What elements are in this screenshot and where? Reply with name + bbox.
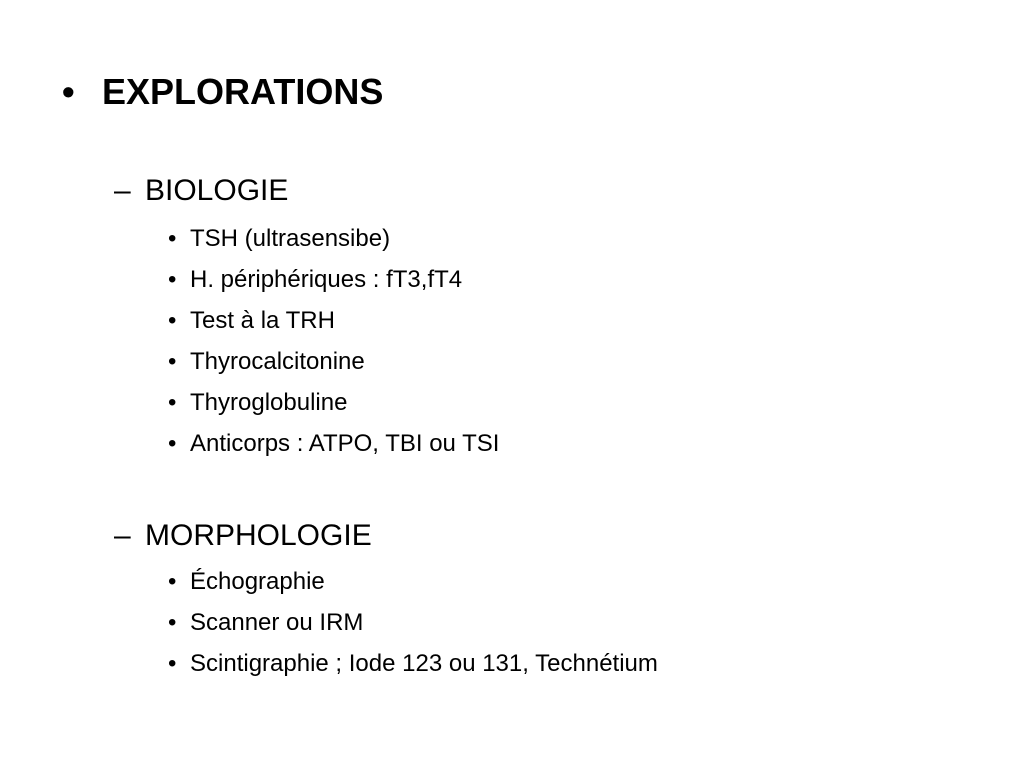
list-item	[168, 561, 658, 602]
list-item	[168, 382, 499, 423]
section-heading-text: MORPHOLOGIE	[145, 519, 372, 552]
list-item-text: Thyroglobuline	[190, 389, 348, 416]
list-item	[168, 218, 499, 259]
list-item	[168, 341, 499, 382]
list-item-text: Thyrocalcitonine	[190, 348, 365, 375]
list-item	[168, 643, 658, 684]
list-item	[168, 300, 499, 341]
item-bullet: •	[168, 568, 177, 595]
section-heading-biologie	[114, 173, 288, 209]
slide-title	[62, 70, 383, 114]
section-dash: –	[114, 174, 131, 207]
item-bullet: •	[168, 430, 177, 457]
item-bullet: •	[168, 266, 177, 293]
item-bullet: •	[168, 389, 177, 416]
section-heading-text: BIOLOGIE	[145, 174, 289, 207]
list-item	[168, 259, 499, 300]
item-bullet: •	[168, 307, 177, 334]
morphologie-list	[168, 561, 658, 684]
list-item-text: TSH (ultrasensibe)	[190, 225, 391, 252]
list-item-text: Scanner ou IRM	[190, 609, 364, 636]
section-heading-morphologie	[114, 518, 372, 554]
list-item-text: Test à la TRH	[190, 307, 335, 334]
item-bullet: •	[168, 225, 177, 252]
item-bullet: •	[168, 348, 177, 375]
title-text: EXPLORATIONS	[102, 71, 384, 112]
list-item-text: Échographie	[190, 568, 325, 595]
item-bullet: •	[168, 650, 177, 677]
list-item-text: H. périphériques : fT3,fT4	[190, 266, 463, 293]
biologie-list	[168, 218, 499, 464]
list-item-text: Scintigraphie ; Iode 123 ou 131, Technétium	[190, 650, 658, 677]
title-bullet: •	[62, 71, 75, 112]
list-item-text: Anticorps : ATPO, TBI ou TSI	[190, 430, 500, 457]
item-bullet: •	[168, 609, 177, 636]
list-item	[168, 423, 499, 464]
section-dash: –	[114, 519, 131, 552]
list-item	[168, 602, 658, 643]
